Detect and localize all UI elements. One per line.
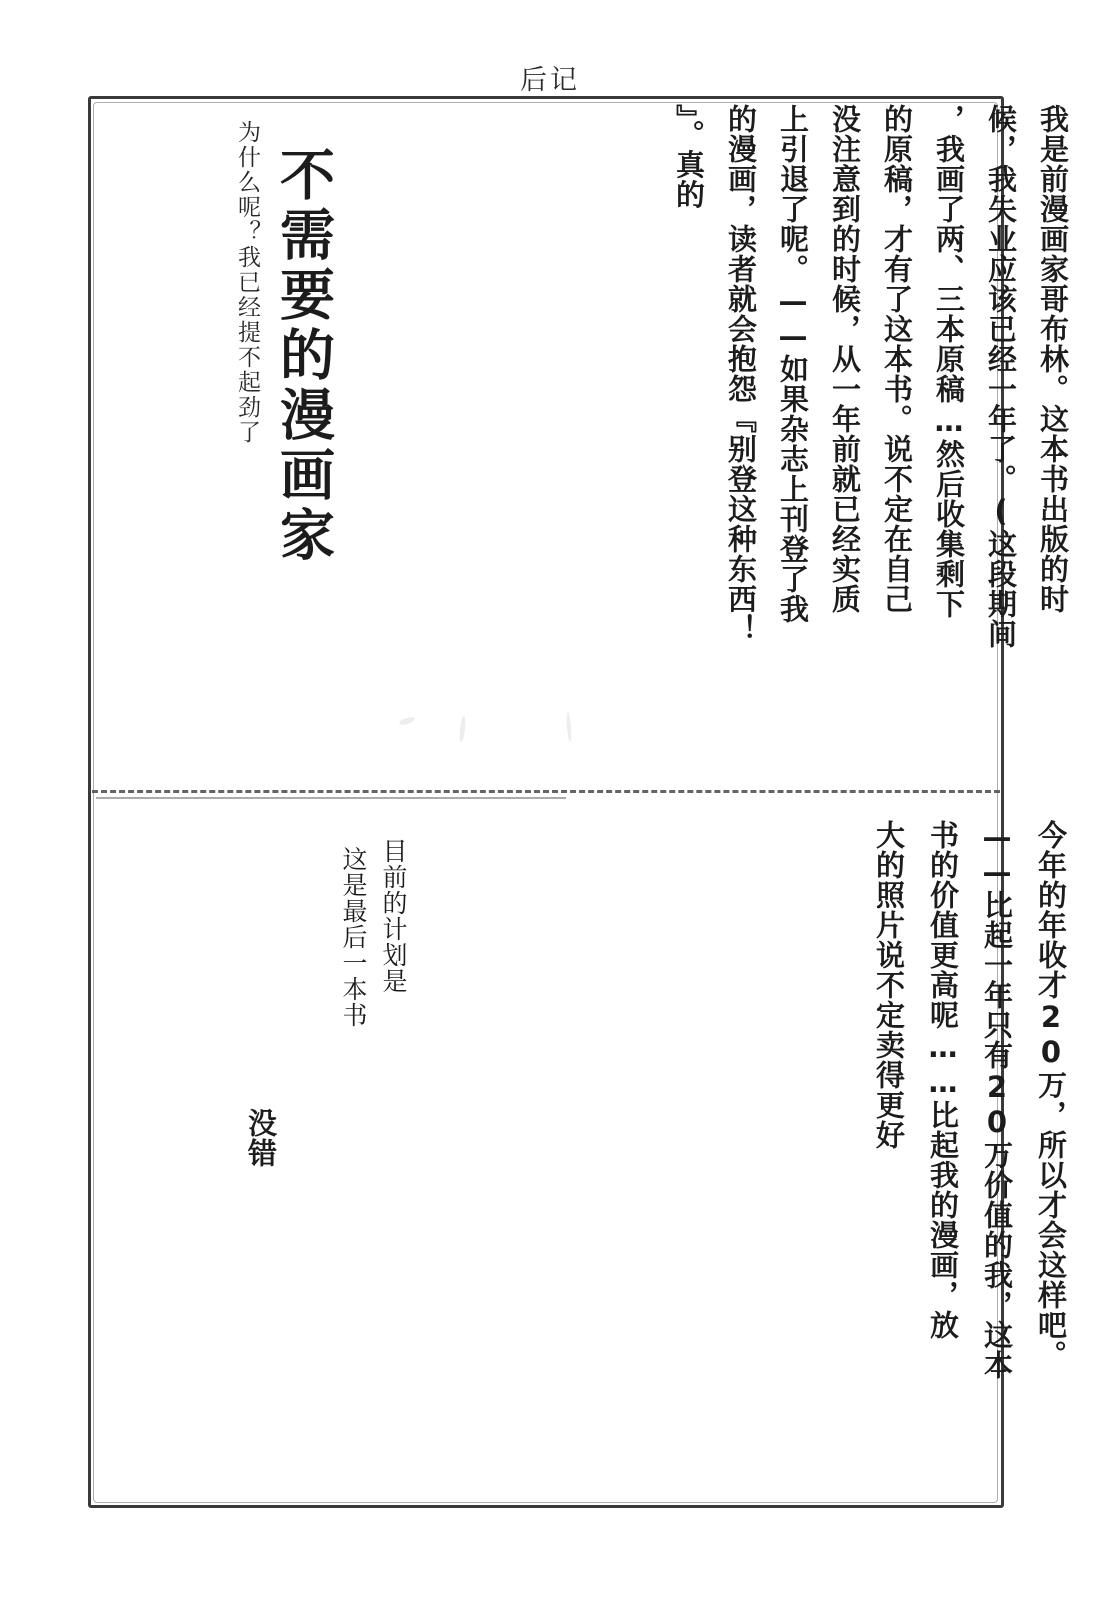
essay-column: 』。真的 xyxy=(672,104,706,210)
caption-plan: 目前的计划是 xyxy=(379,838,408,994)
essay-column: ，我画了两、三本原稿…然后收集剩下 xyxy=(932,104,966,619)
essay-column: 没注意到的时候，从一年前就已经实质 xyxy=(828,104,862,614)
essay-column-lower: 今年的年收才20万，所以才会这样吧。 xyxy=(1034,820,1068,1370)
essay-column: 上引退了呢。——如果杂志上刊登了我 xyxy=(776,104,810,624)
comic-panel-frame xyxy=(88,96,1004,1508)
caption-confirm: 没错 xyxy=(244,1108,278,1168)
panel-divider xyxy=(92,790,1000,793)
page-subtitle: 为什么呢？我已经提不起劲了 xyxy=(234,120,260,445)
page-title: 不需要的漫画家 xyxy=(271,146,335,566)
essay-column-lower: 大的照片说不定卖得更好 xyxy=(872,820,906,1150)
essay-column: 候，我失业应该已经一年了。(这段期间 xyxy=(984,104,1018,649)
essay-column-lower: ——比起一年只有20万价值的我，这本 xyxy=(980,820,1014,1380)
essay-column: 的漫画，读者就会抱怨『别登这种东西！ xyxy=(724,104,758,644)
page-header: 后记 xyxy=(520,65,580,96)
essay-column: 我是前漫画家哥布林。这本书出版的时 xyxy=(1036,104,1070,614)
panel-divider-secondary xyxy=(96,797,566,799)
essay-column: 的原稿，才有了这本书。说不定在自己 xyxy=(880,104,914,614)
essay-column-lower: 书的价值更高呢……比起我的漫画，放 xyxy=(926,820,960,1340)
caption-last-book: 这是最后一本书 xyxy=(339,846,368,1028)
